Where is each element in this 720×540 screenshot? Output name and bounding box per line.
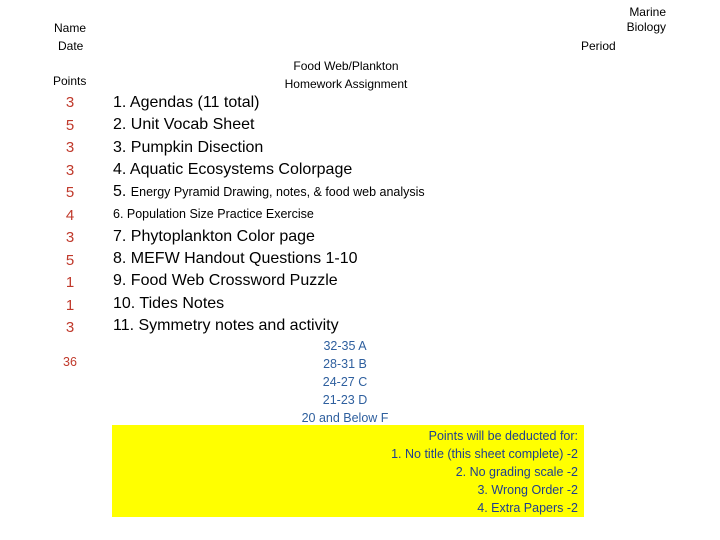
points-column-header: Points — [53, 74, 87, 88]
points-column — [40, 92, 100, 340]
assignment-item: 9. Food Web Crossword Puzzle — [113, 272, 338, 290]
title-line-1: Food Web/Plankton — [293, 59, 399, 73]
grade-range: 20 and Below F — [301, 411, 389, 425]
grading-scale — [270, 337, 420, 427]
grade-range: 24-27 C — [322, 375, 368, 389]
assignment-item: 6. Population Size Practice Exercise — [113, 207, 314, 222]
grade-range: 28-31 B — [323, 357, 367, 371]
deduction-item: 4. Extra Papers -2 — [477, 501, 578, 515]
points-value: 1 — [65, 296, 75, 314]
name-label: Name — [54, 21, 87, 35]
assignment-item: 3. Pumpkin Disection — [113, 138, 264, 156]
date-label: Date — [58, 39, 84, 53]
points-value: 5 — [65, 116, 75, 134]
points-value: 1 — [65, 274, 75, 291]
course-label — [600, 5, 666, 35]
assignment-item: 11. Symmetry notes and activity — [113, 316, 339, 334]
points-value: 3 — [65, 94, 75, 111]
assignment-number: 5. — [113, 183, 127, 201]
points-value: 3 — [65, 319, 75, 336]
assignment-item — [113, 181, 425, 203]
assignment-item: 8. MEFW Handout Questions 1-10 — [113, 250, 358, 268]
points-value: 5 — [65, 184, 75, 201]
assignment-title — [266, 57, 426, 93]
deductions-heading: Points will be deducted for: — [428, 429, 578, 443]
period-label: Period — [581, 39, 616, 53]
assignment-item: 4. Aquatic Ecosystems Colorpage — [113, 160, 353, 178]
total-points: 36 — [63, 355, 77, 369]
points-value: 3 — [65, 229, 75, 246]
deduction-item: 1. No title (this sheet complete) -2 — [391, 447, 578, 461]
assignment-text: Energy Pyramid Drawing, notes, & food web analysis — [130, 185, 425, 200]
points-value: 5 — [65, 251, 75, 269]
course-line-2: Biology — [626, 20, 666, 34]
grade-range: 21-23 D — [322, 393, 368, 407]
deductions-box — [112, 425, 584, 517]
deduction-item: 3. Wrong Order -2 — [477, 483, 578, 497]
points-value: 3 — [65, 161, 75, 179]
assignment-item: 10. Tides Notes — [113, 294, 225, 312]
assignment-item: 1. Agendas (11 total) — [113, 94, 260, 111]
deduction-item: 2. No grading scale -2 — [455, 465, 578, 479]
assignment-item: 2. Unit Vocab Sheet — [113, 116, 255, 134]
grade-range: 32-35 A — [323, 339, 367, 353]
points-value: 3 — [65, 139, 75, 156]
title-line-2: Homework Assignment — [284, 77, 408, 91]
assignment-list — [113, 92, 425, 337]
course-line-1: Marine — [629, 5, 666, 19]
assignment-item: 7. Phytoplankton Color page — [113, 227, 315, 245]
points-value: 4 — [65, 206, 75, 224]
